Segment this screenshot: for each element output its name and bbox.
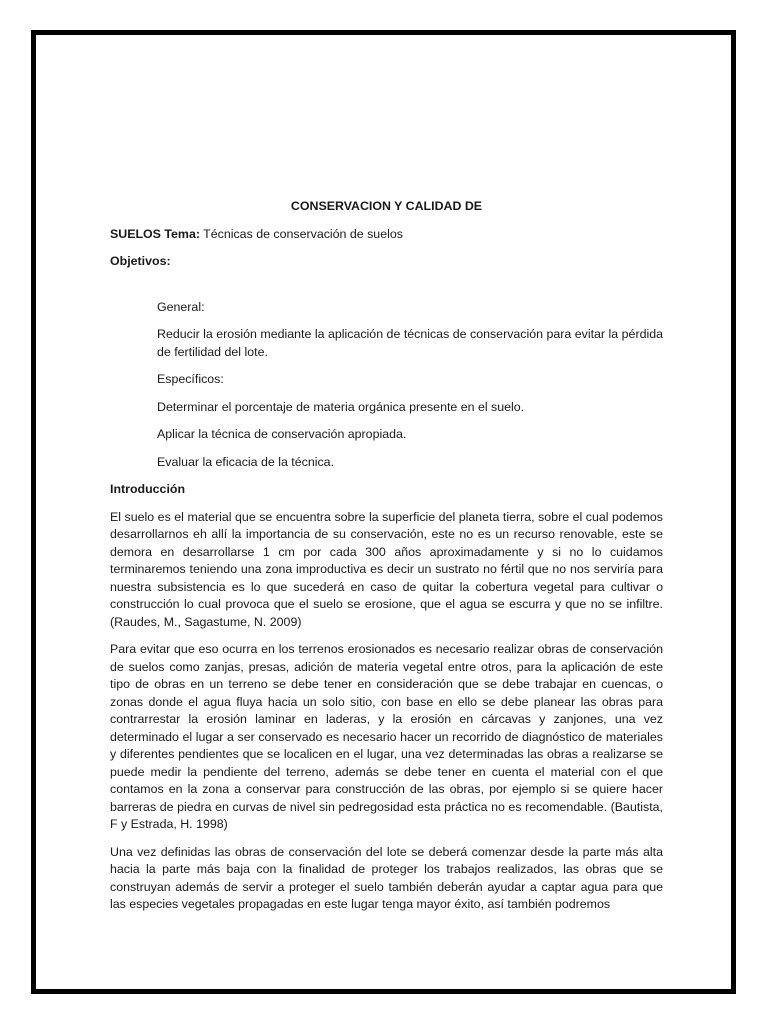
document-title: CONSERVACION Y CALIDAD DE <box>290 199 483 213</box>
introduccion-heading: Introducción <box>110 482 186 496</box>
objetivos-heading: Objetivos: <box>110 254 171 268</box>
general-label: General: <box>157 299 205 314</box>
tema-text: Técnicas de conservación de suelos <box>199 226 403 241</box>
document-body <box>110 198 663 924</box>
page-frame <box>31 30 736 994</box>
paragraph: Para evitar que eso ocurra en los terrenos erosionados es necesario realizar obras de conservación de suelos como zanjas, presas, adición de materia vegetal entre otros, para la aplicación de este tipo de obras en un terreno se debe tener en consideración que se debe trabajar en cuencas, o zonas donde el agua fluya hacia un solo sitio, con base en ello se debe planear las obras para contrarrestar la erosión laminar en laderas, y la erosión en cárcavas y zanjones, una vez determinado el lugar a ser conservado es necesario hacer un recorrido de diagnóstico de materiales y diferentes pendientes que se localicen en el lugar, una vez determinadas las obras a realizarse se puede medir la pendiente del terreno, además se debe tener en cuenta el material con el que contamos en la zona a conservar para construcción de las obras, por ejemplo si se quiere hacer barreras de piedra en curvas de nivel sin pedregosidad esta práctica no es recomendable. (Bautista, F y Estrada, H. 1998) <box>110 642 663 831</box>
paragraph: El suelo es el material que se encuentra sobre la superficie del planeta tierra, sobre el cual podemos desarrollarnos eh allí la importancia de su conservación, este no es un recurso renovable, este se demora en desarrollarse 1 cm por cada 300 años aproximadamente y si no lo cuidamos terminaremos teniendo una zona improductiva es decir un sustrato no fértil que no nos serviría para nuestra subsistencia es lo que sucederá en caso de quitar la cobertura vegetal para cultivar o construcción lo cual provoca que el suelo se erosione, que el agua se escurra y que no se infiltre. (Raudes, M., Sagastume, N. 2009) <box>110 509 663 629</box>
tema-line <box>110 226 663 244</box>
paragraph: Una vez definidas las obras de conservación del lote se deberá comenzar desde la parte más alta hacia la parte más baja con la finalidad de proteger los trabajos realizados, las obras que se construyan además de servir a proteger el suelo también deberán ayudar a captar agua para que las especies vegetales propagadas en este lugar tenga mayor éxito, así también podremos <box>110 844 663 911</box>
tema-label: SUELOS Tema: <box>110 226 200 241</box>
especifico-item: Aplicar la técnica de conservación apropiada. <box>157 427 407 441</box>
especificos-label: Específicos: <box>157 372 224 386</box>
general-text: Reducir la erosión mediante la aplicación de técnicas de conservación para evitar la pérdida de fertilidad del lote. <box>157 327 663 359</box>
especifico-item: Determinar el porcentaje de materia orgánica presente en el suelo. <box>157 399 525 414</box>
especifico-item: Evaluar la eficacia de la técnica. <box>157 454 335 469</box>
